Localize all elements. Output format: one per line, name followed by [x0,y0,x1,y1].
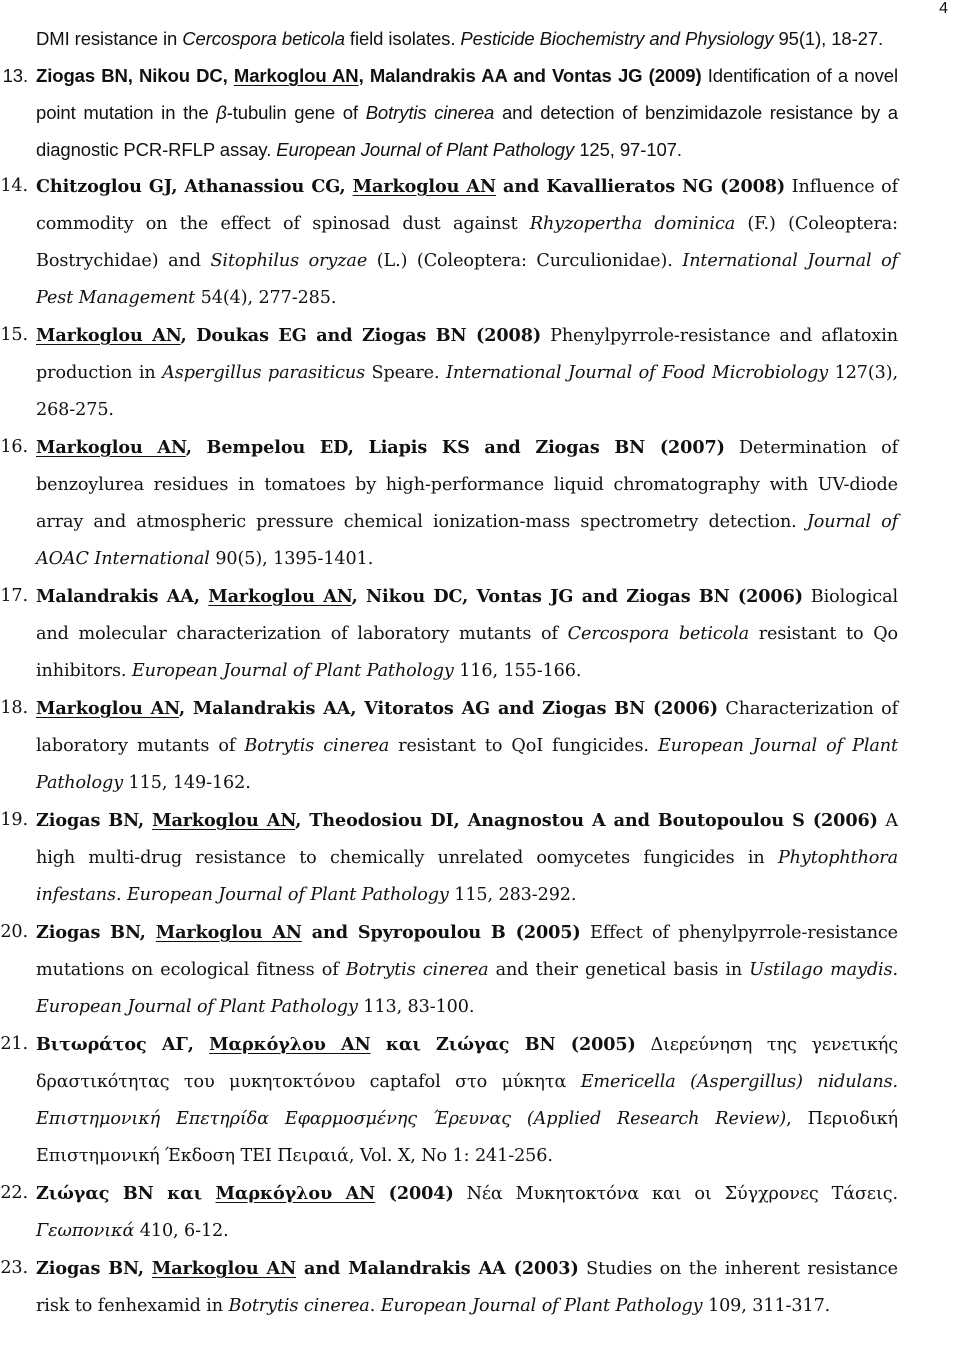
journal-name: European Journal of Plant Pathology [126,885,449,905]
ref-authors: , Nikou DC, Vontas JG and Ziogas BN (2006) [351,586,803,607]
reference-17 [0,578,960,690]
ref-title: Characterization of laboratory mutants of [36,699,898,756]
journal-name: European Journal of Plant Pathology [131,661,454,681]
reference-20 [0,914,960,1026]
ref-authors: Ζιώγας ΒΝ και [36,1183,216,1204]
ref-number: 22. [0,1183,28,1203]
reference-13 [0,57,960,168]
page-number: 4 [939,0,948,17]
ref-title: Biological and molecular characterization of laboratory mutants of [36,587,898,644]
ref-title: . [369,1296,381,1316]
ref-number: 17. [0,586,28,606]
journal-name: Pesticide Biochemistry and Physiology [460,28,774,49]
ref-title: (L.) (Coleoptera: Curculionidae). [367,251,683,271]
species-name: Emericella (Aspergillus) nidulans. [580,1072,898,1092]
ref-volume: 410, 6-12. [134,1221,229,1241]
species-name: Botrytis cinerea [244,736,390,756]
reference-23 [0,1250,960,1325]
journal-name: Journal of AOAC International [36,512,899,569]
journal-name: European Journal of Plant Pathology [36,736,898,793]
ref-authors: , Bempelou ED, Liapis KS and Ziogas BN (2007) [185,437,725,458]
ref-author-highlight: Μαρκόγλου ΑΝ [215,1183,376,1204]
reference-16 [0,429,960,578]
ref-title: and detection of benzimidazole resistance by a diagnostic PCR-RFLP assay. [36,102,898,160]
ref-title: A high multi-drug resistance to chemically unrelated oomycetes fungicides in [36,811,898,868]
ref-number: 14. [0,176,28,196]
ref-author-highlight: Markoglou AN [152,810,296,831]
ref-authors: , Theodosiou DI, Anagnostou A and Boutopoulou S (2006) [295,810,878,831]
ref-volume: 116, 155-166. [453,661,582,681]
species-name: Rhyzopertha dominica [529,214,736,234]
ref-text: field isolates. [344,28,461,49]
ref-title: -tubulin gene of [226,102,366,123]
species-name: Phytophthora infestans [36,848,898,905]
ref-authors: and Malandrakis AA (2003) [296,1258,579,1279]
ref-title: Influence of commodity on the effect of spinosad dust against [36,177,898,234]
journal-name: Γεωπονικά [36,1221,135,1241]
ref-authors: Chitzoglou GJ, Athanassiou CG, [36,176,353,197]
reference-21 [0,1026,960,1175]
ref-volume: 113, 83-100. [357,997,475,1017]
species-name: Cercospora beticola [567,624,750,644]
ref-author-highlight: Markoglou AN [36,325,181,346]
ref-authors: και Ζιώγας ΒΝ (2005) [370,1034,636,1055]
ref-number: 15. [0,325,28,345]
reference-15 [0,317,960,429]
journal-name: European Journal of Plant Pathology [36,997,358,1017]
ref-title: (F.) (Coleoptera: Bostrychidae) and [36,214,899,271]
ref-title: . [892,960,898,980]
ref-author-highlight: Markoglou AN [352,176,496,197]
ref-number: 19. [0,810,28,830]
ref-volume: 115, 149-162. [123,773,251,793]
ref-number: 16. [0,437,28,457]
ref-volume: , Περιοδική Επιστημονική Έκδοση ΤΕΙ Πειραιά, Vol. X, No 1: 241-256. [36,1109,898,1166]
ref-title: resistant to QoI fungicides. [389,736,658,756]
ref-number: 23. [0,1258,28,1278]
journal-name: International Journal of Pest Management [36,251,898,308]
species-name: Botrytis cinerea [345,960,489,980]
ref-author-highlight: Markoglou AN [155,922,302,943]
ref-title: Speare. [365,363,447,383]
ref-title: resistant to Qo inhibitors. [36,624,899,681]
ref-title: Effect of phenylpyrrole-resistance mutations on ecological fitness of [36,923,898,980]
reference-14 [0,168,960,317]
ref-author-highlight: Μαρκόγλου ΑΝ [209,1034,371,1055]
ref-authors: and Spyropoulou B (2005) [301,922,581,943]
ref-authors: Malandrakis AA, [36,586,209,607]
ref-authors: Ziogas BN, [36,1258,152,1279]
ref-authors: , Doukas EG and Ziogas BN (2008) [180,325,542,346]
ref-authors: (2004) [375,1183,454,1204]
ref-authors: , Malandrakis AA and Vontas JG (2009) [358,65,702,86]
journal-name: European Journal of Plant Pathology [380,1296,703,1316]
ref-number: 18. [0,698,28,718]
reference-list [0,20,960,1325]
ref-text: DMI resistance in [36,28,183,49]
ref-title: Identification of a novel point mutation in the [36,65,898,123]
ref-author-highlight: Markoglou AN [208,586,352,607]
ref-number: 20. [0,922,28,942]
ref-volume: 90(5), 1395-1401. [209,549,374,569]
species-name: Botrytis cinerea [365,102,495,123]
ref-title: and their genetical basis in [488,960,750,980]
ref-number: 21. [0,1034,28,1054]
species-name: Botrytis cinerea [228,1296,370,1316]
ref-volume: 127(3), 268-275. [36,363,899,420]
ref-volume: 54(4), 277-285. [195,288,337,308]
ref-title-italic: β [216,102,227,123]
reference-12-continued [0,20,960,57]
ref-title: Phenylpyrrole-resistance and aflatoxin production in [36,326,898,383]
journal-name: European Journal of Plant Pathology [276,139,575,160]
ref-volume: 95(1), 18-27. [773,28,884,49]
ref-authors: Ziogas BN, [36,810,153,831]
ref-title: Studies on the inherent resistance risk to fenhexamid in [36,1259,898,1316]
ref-volume: 109, 311-317. [702,1296,831,1316]
reference-18 [0,690,960,802]
species-name: Sitophilus oryzae [210,251,368,271]
ref-author-highlight: Markoglou AN [36,437,186,458]
ref-authors: Ziogas BN, [36,922,156,943]
ref-volume: 125, 97-107. [574,139,682,160]
reference-19 [0,802,960,914]
ref-authors: and Kavallieratos NG (2008) [495,176,786,197]
ref-author-highlight: Markoglou AN [151,1258,297,1279]
reference-22 [0,1175,960,1250]
ref-title: Determination of benzoylurea residues in tomatoes by high-performance liquid chromatography with UV-diode array and atmospheric pressure chemical ionization-mass spectrometry detection. [36,438,898,532]
ref-authors: , Malandrakis AA, Vitoratos AG and Ziogas BN (2006) [179,698,718,719]
species-name: Cercospora beticola [182,28,345,49]
journal-name: International Journal of Food Microbiology [446,363,829,383]
ref-title: Διερεύνηση της γενετικής δραστικότητας του μυκητοκτόνου captafol στο μύκητα [36,1035,899,1092]
ref-authors: Βιτωράτος ΑΓ, [36,1034,210,1055]
species-name: Ustilago maydis [749,960,893,980]
ref-title: . [115,885,127,905]
ref-number: 13. [2,65,28,86]
ref-title: Νέα Μυκητοκτόνα και οι Σύγχρονες Τάσεις. [453,1184,898,1204]
ref-author-highlight: Markoglou AN [36,698,179,719]
journal-name: Επιστημονική Επετηρίδα Εφαρμοσμένης Έρευνας (Applied Research Review) [36,1109,787,1129]
ref-volume: 115, 283-292. [448,885,577,905]
species-name: Aspergillus parasiticus [162,363,366,383]
ref-author-highlight: Markoglou AN [233,65,359,86]
ref-authors: Ziogas BN, Nikou DC, [36,65,234,86]
